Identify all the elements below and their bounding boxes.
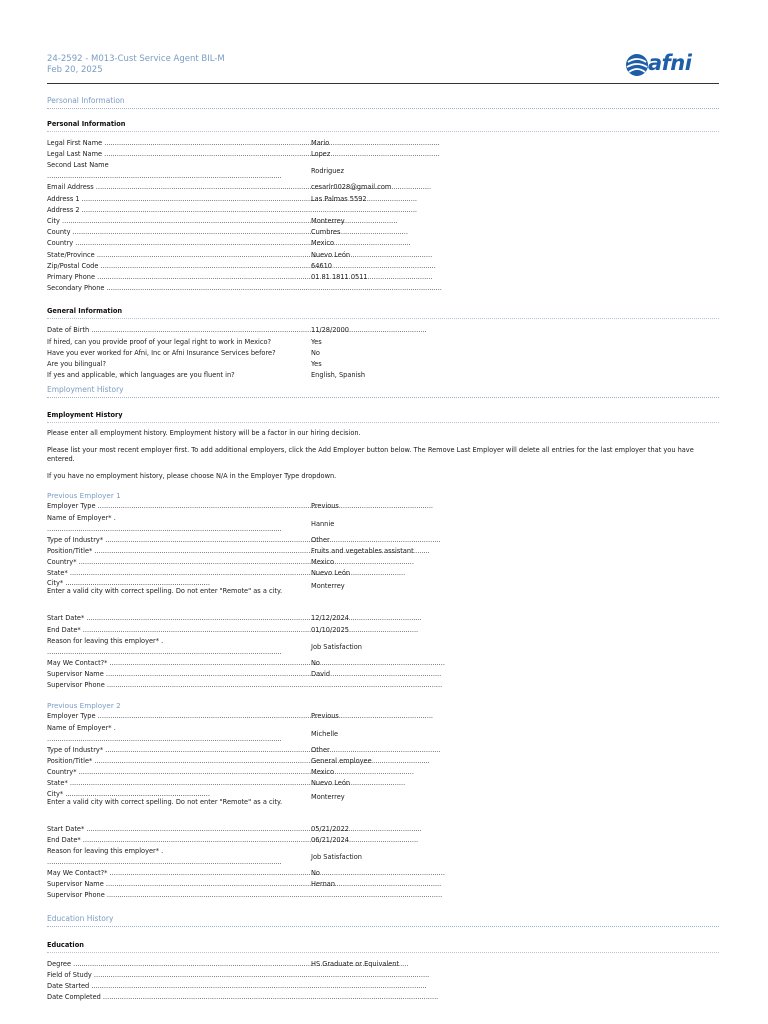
field-label-text: Supervisor Phone [47, 681, 105, 690]
field-label [47, 205, 309, 216]
field-label-text: End Date* [47, 835, 81, 844]
employer-list [47, 491, 719, 901]
field-row [47, 711, 719, 722]
document-date: Feb 20, 2025 [47, 65, 103, 75]
field-value: 01 81 1811 0511 [311, 273, 368, 282]
field-label [47, 216, 309, 227]
field-label [47, 513, 309, 535]
field-label [47, 824, 309, 835]
field-label-text: Have you ever worked for Afni, Inc or Afni Insurance Services before? [47, 348, 276, 357]
subsection-education: Education [47, 941, 719, 953]
field-label-text: Legal Last Name [47, 150, 103, 159]
field-row [47, 160, 719, 182]
field-label-text: Employer Type [47, 712, 96, 721]
field-row [47, 501, 719, 512]
field-row [47, 546, 719, 557]
field-value: 11/28/2000 [311, 326, 350, 335]
afni-logo [624, 50, 724, 80]
field-value: Cumbres [311, 228, 341, 237]
field-row [47, 513, 719, 535]
field-label-text: May We Contact?* [47, 658, 108, 667]
field-value: Other [311, 745, 330, 754]
field-value: Nuevo León [311, 250, 351, 259]
field-row [47, 149, 719, 160]
field-label-text: State* [47, 779, 68, 788]
field-row [47, 767, 719, 778]
leader-dots: ................................................................................................................ [47, 524, 282, 533]
field-value: Job Satisfaction [311, 852, 362, 861]
field-label-text: State* [47, 569, 68, 578]
field-value: Job Satisfaction [311, 642, 362, 651]
field-value: Hernan [311, 880, 336, 889]
field-label [47, 238, 309, 249]
field-label [47, 182, 309, 193]
header-divider [47, 83, 719, 84]
employment-instructions-1: Please enter all employment history. Employment history will be a factor in our hiring decision. [47, 429, 361, 438]
field-label-text: City [47, 217, 60, 226]
field-value: 01/10/2025 [311, 625, 350, 634]
field-label-text: Employer Type [47, 502, 96, 511]
field-row [47, 790, 719, 812]
field-label [47, 767, 309, 778]
field-label-text: Legal First Name [47, 139, 103, 147]
employer-block [47, 701, 719, 901]
field-label-text: Supervisor Name [47, 670, 104, 679]
field-label [47, 879, 309, 890]
field-value: 64610 [311, 261, 332, 270]
field-row [47, 868, 719, 879]
field-label-text: Country* [47, 768, 77, 777]
field-label-text: Are you bilingual? [47, 360, 107, 369]
field-label [47, 636, 309, 658]
field-label [47, 680, 309, 691]
field-label [47, 970, 309, 981]
leader-dots: ..................................................................... [65, 579, 210, 588]
field-row [47, 613, 719, 624]
field-label [47, 992, 309, 1003]
document-header [47, 54, 225, 76]
field-label-text: Name of Employer* . [47, 723, 116, 732]
field-value: Mexico [311, 558, 335, 567]
leader-dots: ................................................................................................................ [47, 734, 282, 743]
field-row [47, 216, 719, 227]
field-row [47, 723, 719, 745]
field-row [47, 970, 719, 981]
field-row [47, 283, 719, 294]
field-label [47, 790, 347, 812]
field-label-text: Field of Study [47, 970, 92, 979]
field-row [47, 669, 719, 680]
field-label [47, 579, 347, 601]
field-row [47, 778, 719, 789]
leader-dots: ................................................................................................................ [47, 647, 282, 656]
field-value: Yes [311, 360, 322, 369]
employment-instructions-3: If you have no employment history, please choose N/A in the Employer Type dropdown. [47, 472, 337, 481]
field-label [47, 658, 309, 669]
field-row [47, 227, 719, 238]
field-label [47, 890, 309, 901]
field-label-text: Reason for leaving this employer* . [47, 846, 164, 855]
field-value: 06/21/2024 [311, 835, 350, 844]
field-label [47, 745, 309, 756]
field-label-text: State/Province [47, 250, 95, 259]
field-row [47, 348, 719, 359]
field-value: cesarlr0028@gmail.com [311, 183, 392, 192]
field-label [47, 546, 309, 557]
field-label-text: Position/Title* [47, 546, 93, 555]
field-row [47, 756, 719, 767]
field-label [47, 261, 309, 272]
field-value: Rodriguez [311, 167, 344, 176]
field-row [47, 846, 719, 868]
field-row [47, 238, 719, 249]
field-label-text: Reason for leaving this employer* . [47, 636, 164, 645]
field-value: No [311, 658, 320, 667]
field-label [47, 625, 309, 636]
field-row [47, 890, 719, 901]
field-label-text: City* [47, 579, 64, 588]
field-label [47, 370, 309, 381]
field-label [47, 283, 309, 294]
field-row [47, 138, 719, 149]
field-value: Mexico [311, 239, 335, 248]
field-label [47, 723, 309, 745]
field-label [47, 325, 309, 336]
field-value: Yes [311, 337, 322, 346]
field-value: David [311, 670, 331, 679]
application-document [47, 92, 719, 1003]
field-label-text: City* [47, 789, 64, 798]
field-label-text: Type of Industry* [47, 535, 104, 544]
subsection-employment: Employment History [47, 411, 719, 423]
field-label [47, 535, 309, 546]
field-row [47, 959, 719, 970]
spacer [47, 812, 719, 824]
field-label [47, 359, 309, 370]
field-label-text: Address 2 [47, 205, 80, 214]
employment-instructions-2: Please list your most recent employer first. To add additional employers, click the Add Employer button below. The Remove Last Employer will delete all entries for the last employer that you have entered. [47, 446, 694, 464]
field-row [47, 535, 719, 546]
field-label [47, 846, 309, 868]
leader-dots: ................................................................................................................ [47, 172, 282, 181]
field-label-text: Supervisor Name [47, 880, 104, 889]
section-title-employment: Employment History [47, 381, 719, 398]
subsection-general: General Information [47, 307, 719, 319]
field-label-text: If yes and applicable, which languages are you fluent in? [47, 371, 235, 380]
field-label [47, 568, 309, 579]
field-value: Mexico [311, 768, 335, 777]
field-label [47, 557, 309, 568]
field-label [47, 501, 309, 512]
section-title-personal: Personal Information [47, 92, 719, 109]
field-label [47, 194, 309, 205]
job-title: 24-2592 - M013-Cust Service Agent BIL-M [47, 54, 225, 64]
field-row [47, 370, 719, 381]
employer-block [47, 491, 719, 691]
field-label-text: End Date* [47, 625, 81, 634]
field-value: No [311, 868, 320, 877]
field-label-text: Date of Birth [47, 326, 90, 335]
field-value: No [311, 348, 320, 357]
field-row [47, 568, 719, 579]
field-label [47, 227, 309, 238]
field-row [47, 579, 719, 601]
field-value: Fruits and vegetables assistant [311, 546, 414, 555]
field-note: Enter a valid city with correct spelling. Do not enter "Remote" as a city. [47, 797, 283, 806]
field-label-text: Position/Title* [47, 756, 93, 765]
field-row [47, 325, 719, 336]
field-row [47, 272, 719, 283]
field-label-text: Email Address [47, 183, 94, 192]
field-label [47, 272, 309, 283]
field-label-text: Date Completed [47, 993, 101, 1002]
field-label [47, 981, 309, 992]
employer-title: Previous Employer 2 [47, 701, 121, 711]
field-note: Enter a valid city with correct spelling. Do not enter "Remote" as a city. [47, 587, 283, 596]
leader-dots: ................................................................................................................ [47, 857, 282, 866]
field-label-text: May We Contact?* [47, 868, 108, 877]
field-value: Hannie [311, 519, 335, 528]
field-label-text: Country [47, 239, 74, 248]
field-label [47, 711, 309, 722]
field-label-text: If hired, can you provide proof of your legal right to work in Mexico? [47, 337, 272, 346]
field-row [47, 824, 719, 835]
leader-dots: ..................................................................... [65, 789, 210, 798]
field-label [47, 778, 309, 789]
logo-wordmark: afni [648, 51, 692, 75]
field-value: Mario [311, 139, 330, 147]
field-label-text: Start Date* [47, 614, 85, 623]
field-label-text: County [47, 228, 71, 237]
field-value: English, Spanish [311, 371, 366, 380]
field-value: HS Graduate or Equivalent [311, 959, 400, 968]
field-label-text: Second Last Name [47, 161, 109, 170]
field-value: 12/12/2024 [311, 614, 350, 623]
field-label-text: Supervisor Phone [47, 891, 105, 900]
field-row [47, 992, 719, 1003]
field-label-text: Secondary Phone [47, 284, 105, 293]
field-value: Lopez [311, 150, 331, 159]
field-label-text: Country* [47, 558, 77, 567]
field-value: Monterrey [311, 217, 345, 226]
section-title-education: Education History [47, 910, 719, 927]
field-row [47, 636, 719, 658]
field-row [47, 658, 719, 669]
field-value: Monterrey [311, 582, 345, 591]
field-row [47, 835, 719, 846]
field-label [47, 868, 309, 879]
field-value: Las Palmas 5592 [311, 194, 367, 203]
field-label [47, 138, 309, 149]
field-value: Other [311, 535, 330, 544]
field-label [47, 337, 309, 348]
education-list [47, 959, 719, 1004]
field-value: Michelle [311, 729, 339, 738]
field-label [47, 250, 309, 261]
field-label-text: Type of Industry* [47, 745, 104, 754]
field-value: 05/21/2022 [311, 824, 350, 833]
field-label [47, 669, 309, 680]
field-label-text: Address 1 [47, 194, 80, 203]
field-label-text: Name of Employer* . [47, 513, 116, 522]
field-row [47, 337, 719, 348]
field-label-text: Start Date* [47, 824, 85, 833]
spacer [47, 601, 719, 613]
employer-title: Previous Employer 1 [47, 491, 121, 501]
field-label [47, 149, 309, 160]
field-label [47, 160, 309, 182]
field-row [47, 205, 719, 216]
field-value: General employee [311, 756, 372, 765]
field-row [47, 879, 719, 890]
field-row [47, 261, 719, 272]
field-row [47, 194, 719, 205]
field-label [47, 959, 309, 970]
personal-info-list [47, 138, 719, 294]
globe-icon [624, 52, 650, 78]
field-label [47, 348, 309, 359]
field-label-text: Zip/Postal Code [47, 261, 99, 270]
field-row [47, 625, 719, 636]
field-label [47, 613, 309, 624]
field-value: Previous [311, 712, 339, 721]
field-value: Monterrey [311, 792, 345, 801]
field-row [47, 182, 719, 193]
field-label [47, 835, 309, 846]
field-value: Nuevo León [311, 569, 351, 578]
field-row [47, 557, 719, 568]
field-row [47, 745, 719, 756]
general-info-list [47, 325, 719, 381]
subsection-personal: Personal Information [47, 120, 719, 132]
field-value: Nuevo León [311, 779, 351, 788]
field-label-text: Primary Phone [47, 273, 96, 282]
field-row [47, 250, 719, 261]
field-label [47, 756, 309, 767]
field-row [47, 359, 719, 370]
field-value: Previous [311, 502, 339, 511]
field-label-text: Date Started [47, 981, 90, 990]
field-row [47, 680, 719, 691]
field-label-text: Degree [47, 959, 71, 968]
field-row [47, 981, 719, 992]
